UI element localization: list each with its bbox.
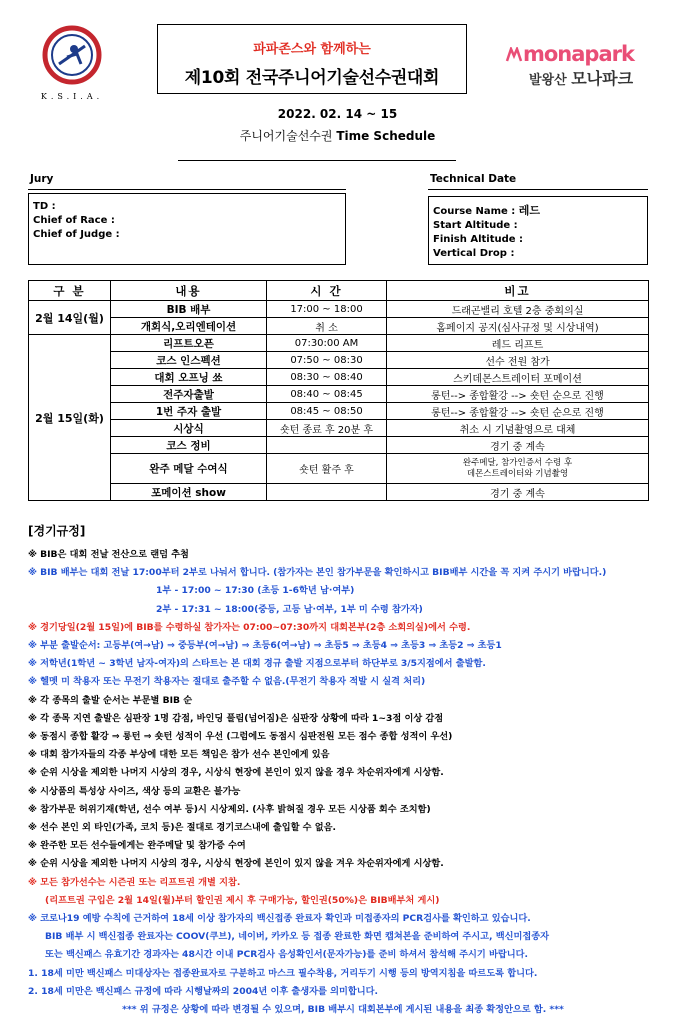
table-row [29, 352, 649, 369]
technical-heading: Technical Date [430, 173, 517, 185]
row-item: 코스 정비 [111, 437, 267, 454]
course-name-value: 레드 [518, 204, 541, 217]
row-note: 홈페이지 공지(심사규정 및 시상내역) [387, 318, 649, 335]
row-item: BIB 배부 [111, 301, 267, 318]
schedule-heading [0, 127, 675, 144]
row-item: 개회식,오리엔테이션 [111, 318, 267, 335]
schedule-prefix: 주니어기술선수권 [239, 129, 333, 143]
jury-box [28, 193, 346, 265]
rule-line: 또는 백신패스 유효기간 경과자는 48시간 이내 PCR검사 음성확인서(문자가능)를 준비 하셔서 참석해 주시기 바랍니다. [45, 949, 528, 961]
table-row [29, 420, 649, 437]
rule-line: ※ 순위 시상을 제외한 나머지 시상의 경우, 시상식 현장에 본인이 있지 않을 경우 차순위자에게 시상함. [28, 767, 444, 779]
event-subtitle: 파파존스와 함께하는 [253, 42, 371, 57]
rule-line: ※ 선수 본인 외 타인(가족, 코치 등)은 절대로 경기코스내에 출입할 수 없음. [28, 822, 336, 834]
row-item: 포메이션 show [111, 484, 267, 501]
col-header-note: 비고 [387, 281, 649, 301]
row-item: 1번 주자 출발 [111, 403, 267, 420]
rule-line: 2. 18세 미만은 백신패스 규정에 따라 시행날짜의 2004년 이후 출생자를 의미합니다. [28, 985, 378, 997]
rule-line: ※ 참가부문 허위기재(학년, 선수 여부 등)시 시상제외. (사후 밝혀질 경우 모든 시상품 회수 조치함) [28, 803, 431, 815]
rule-line: ※ 시상품의 특성상 사이즈, 색상 등의 교환은 불가능 [28, 785, 241, 797]
schedule-table [28, 280, 649, 501]
rule-line: 2부 - 17:31 ~ 18:00(중등, 고등 남·여부, 1부 미 수령 참가자) [156, 603, 423, 615]
day-label-2: 2월 15일(화) [29, 335, 111, 501]
sponsor-korean [529, 66, 655, 89]
rule-line: (리프트권 구입은 2월 14일(월)부터 할인권 제시 후 구매가능, 할인권(50%)은 BIB배부처 게시) [45, 894, 440, 906]
org-abbreviation: K.S.I.A. [40, 92, 104, 101]
jury-td: TD : [33, 201, 56, 212]
course-name [433, 204, 643, 219]
technical-underline [428, 189, 648, 190]
rule-line: ※ 코로나19 예방 수칙에 근거하여 18세 이상 참가자의 백신접종 완료자 확인과 미접종자의 PCR검사를 확인하고 있습니다. [28, 913, 531, 925]
finish-altitude: Finish Altitude : [433, 234, 524, 245]
start-altitude: Start Altitude : [433, 220, 518, 231]
rule-line: *** 위 규정은 상황에 따라 변경될 수 있으며, BIB 배부시 대회본부에 게시된 내용을 최종 확정안으로 함. *** [122, 1004, 564, 1016]
table-row [29, 454, 649, 484]
row-note: 경기 중 계속 [387, 484, 649, 501]
table-row [29, 403, 649, 420]
row-item: 시상식 [111, 420, 267, 437]
sponsor-name [505, 42, 655, 66]
rule-line: ※ 동점시 종합 활강 ⇒ 롱턴 ⇒ 숏턴 성적이 우선 (그럼에도 동점시 심판전원 모든 점수 종합 성적이 우선) [28, 731, 453, 743]
jury-heading: Jury [30, 173, 54, 185]
rule-line: ※ 각 종목 지연 출발은 심판장 1명 감점, 바인딩 풀림(넘어짐)은 심판장 상황에 따라 1~3점 이상 감점 [28, 712, 444, 724]
technical-box [428, 196, 648, 265]
row-time: 숏턴 활주 후 [267, 454, 387, 484]
event-title: 제10회 전국주니어기술선수권대회 [184, 68, 440, 88]
header-divider [178, 160, 456, 161]
day-label-1: 2월 14일(월) [29, 301, 111, 335]
rule-line: ※ 경기당일(2월 15일)에 BIB를 수령하실 참가자는 07:00~07:30까지 대회본부(2층 소회의실)에서 수령. [28, 621, 471, 633]
ski-association-emblem-icon [37, 24, 107, 86]
table-row [29, 335, 649, 352]
rules-list [28, 546, 658, 1019]
row-note: 스키데몬스트레이터 포메이션 [387, 369, 649, 386]
row-item: 완주 메달 수여식 [111, 454, 267, 484]
rules-heading: [경기규정] [28, 524, 86, 538]
table-row [29, 386, 649, 403]
row-note: 롱턴--> 종합활강 --> 숏턴 순으로 진행 [387, 386, 649, 403]
rule-line: 1. 18세 미만 백신패스 미대상자는 접종완료자로 구분하고 마스크 필수착용, 거리두기 시행 등의 방역지침을 따르도록 합니다. [28, 967, 538, 979]
rule-line: ※ 저학년(1학년 ~ 3학년 남자-여자)의 스타트는 본 대회 경규 출발 지점으로부터 하단부로 3/5지점에서 출발함. [28, 658, 486, 670]
rule-line: ※ BIB은 대회 전날 전산으로 랜덤 추첨 [28, 549, 189, 560]
jury-chief-judge: Chief of Judge : [33, 229, 120, 240]
event-date: 2022. 02. 14 ~ 15 [277, 107, 398, 121]
row-note [387, 454, 649, 484]
table-row [29, 301, 649, 318]
schedule-label: Time Schedule [336, 129, 436, 143]
table-row [29, 484, 649, 501]
rule-line: BIB 배부 시 백신접종 완료자는 COOV(쿠브), 네이버, 카카오 등 접종 완료한 화면 캡쳐본을 준비하여 주시고, 백신미접종자 [45, 931, 550, 943]
table-row [29, 318, 649, 335]
table-row [29, 369, 649, 386]
monapark-logo [505, 42, 655, 92]
course-name-label: Course Name : [433, 206, 516, 217]
rule-line: ※ 헬멧 미 착용자 또는 무전기 착용자는 절대로 출주할 수 없음.(무전기 착용자 적발 시 실격 처리) [28, 676, 426, 688]
row-time: 07:50 ~ 08:30 [267, 352, 387, 369]
rule-line: 1부 - 17:00 ~ 17:30 (초등 1-6학년 남·여부) [156, 585, 355, 597]
row-time: 취 소 [267, 318, 387, 335]
row-time [267, 484, 387, 501]
rule-line: ※ 부분 출발순서: 고등부(여→남) ⇒ 중등부(여→남) ⇒ 초등6(여→남) ⇒ 초등5 ⇒ 초등4 ⇒ 초등3 ⇒ 초등2 ⇒ 초등1 [28, 640, 502, 652]
row-note: 드래곤밸리 호텔 2층 중회의실 [387, 301, 649, 318]
row-item: 코스 인스펙션 [111, 352, 267, 369]
row-note-line1: 완주메달, 참가인증서 수령 후 [462, 457, 573, 468]
rule-line: ※ 모든 참가선수는 시즌권 또는 리프트권 개별 지참. [28, 876, 241, 888]
rule-line: ※ 각 종목의 출발 순서는 부문별 BIB 순 [28, 694, 193, 706]
vertical-drop: Vertical Drop : [433, 248, 515, 259]
col-header-content: 내용 [111, 281, 267, 301]
row-item: 리프트오픈 [111, 335, 267, 352]
row-time [267, 437, 387, 454]
col-header-time: 시 간 [267, 281, 387, 301]
row-note: 경기 중 계속 [387, 437, 649, 454]
jury-chief-race: Chief of Race : [33, 215, 115, 226]
row-time: 08:40 ~ 08:45 [267, 386, 387, 403]
sponsor-leaf-icon [505, 47, 523, 63]
col-header-category: 구 분 [29, 281, 111, 301]
table-row [29, 437, 649, 454]
row-time: 07:30:00 AM [267, 335, 387, 352]
row-note-line2: 데몬스트레이터와 기념촬영 [466, 468, 569, 479]
rule-line: ※ 대회 참가자들의 각종 부상에 대한 모든 책임은 참가 선수 본인에게 있음 [28, 749, 330, 761]
rule-line: ※ BIB 배부는 대회 전날 17:00부터 2부로 나눠서 합니다. (참가자는 본인 참가부문을 확인하시고 BIB배부 시간을 꼭 지켜 주시기 바랍니다.) [28, 567, 607, 579]
title-box [157, 24, 467, 94]
row-time: 숏턴 종료 후 20분 후 [267, 420, 387, 437]
row-time: 17:00 ~ 18:00 [267, 301, 387, 318]
rule-line: ※ 순위 시상을 제외한 나머지 시상의 경우, 시상식 현장에 본인이 있지 않을 겨우 차순위자에게 시상함. [28, 858, 444, 870]
row-note: 롱턴--> 종합활강 --> 숏턴 순으로 진행 [387, 403, 649, 420]
row-item: 전주자출발 [111, 386, 267, 403]
table-header-row [29, 281, 649, 301]
row-item: 대회 오프닝 쑈 [111, 369, 267, 386]
row-note: 선수 전원 참가 [387, 352, 649, 369]
row-time: 08:30 ~ 08:40 [267, 369, 387, 386]
jury-underline [28, 189, 346, 190]
sponsor-name-text: monapark [523, 42, 634, 66]
sponsor-korean-name: 모나파크 [571, 69, 634, 88]
rule-line: ※ 완주한 모든 선수들에게는 완주메달 및 참가증 수여 [28, 840, 246, 852]
sponsor-korean-prefix: 발왕산 [529, 73, 567, 88]
ksia-logo [22, 24, 122, 104]
row-time: 08:45 ~ 08:50 [267, 403, 387, 420]
row-note: 레드 리프트 [387, 335, 649, 352]
row-note: 취소 시 기념촬영으로 대체 [387, 420, 649, 437]
